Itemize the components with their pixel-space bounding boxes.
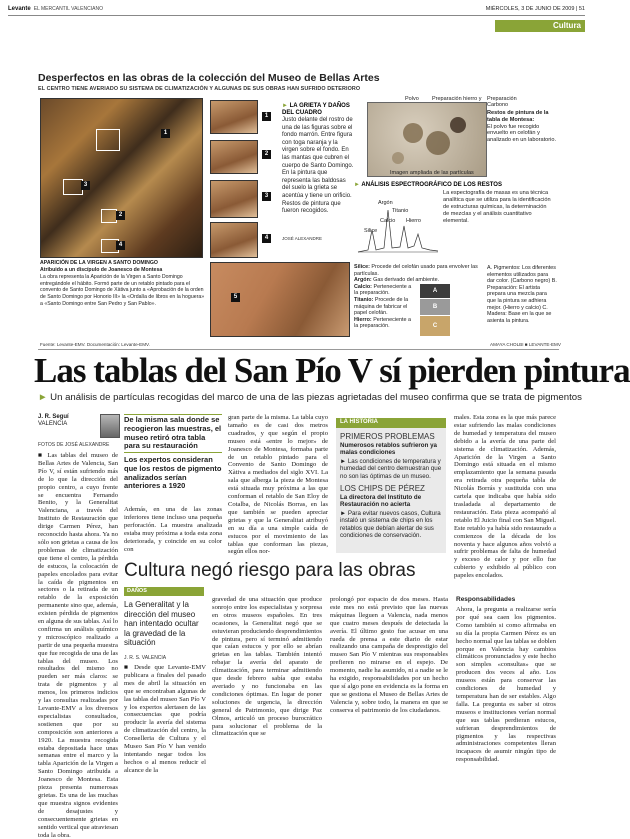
infographic-title: Desperfectos en las obras de la colección del Museo de Bellas Artes xyxy=(38,72,380,84)
secondary-headline: Cultura negó riesgo para las obras xyxy=(124,560,416,581)
spec-label-argon: Argón xyxy=(378,200,393,206)
painting-image xyxy=(40,98,203,258)
sidebar-text-1: ► Las condiciones de temperatura y humedad del centro demuestran que no son las óptimas de un museo. xyxy=(340,458,442,480)
element-name: Silice: xyxy=(354,264,370,270)
byline xyxy=(38,414,69,428)
element-desc: Perteneciente a la preparación. xyxy=(354,316,411,330)
hand-image xyxy=(210,262,350,337)
element-name: Hierro: xyxy=(354,316,372,323)
element-desc: Gas derivado del ambiente. xyxy=(373,277,440,284)
pigments-legend: A. Pigmentos: Los diferentes elementos utilizados para dar color. (Carbono negro) B. Preparación: El artista prepara una mezcla para que la pintura se adhiera mejor. (Hierro y calcio) C. Madera: Base en la que se asienta la pintura. xyxy=(487,265,557,324)
restos-text: El polvo fue recogido envuelto en celofán y analizado en un laboratorio. xyxy=(487,123,557,144)
infographic-subtitle: EL CENTRO TIENE AVERIADO SU SISTEMA DE CLIMATIZACIÓN Y ALGUNAS DE SUS OBRAS HAN SUFRIDO DETERIORO xyxy=(38,86,361,92)
secondary-byline: J. R. S. VALENCIA xyxy=(124,655,167,661)
particles-image xyxy=(367,102,487,177)
element-item xyxy=(354,317,416,330)
caption-title: APARICIÓN DE LA VIRGEN A SANTO DOMINGO xyxy=(40,260,158,266)
sidebar-heading-1: PRIMEROS PROBLEMAS xyxy=(340,432,435,441)
responsabilidades-heading: Responsabilidades xyxy=(456,596,516,603)
marker-4: 4 xyxy=(262,234,271,243)
restos-note xyxy=(487,110,557,144)
grieta-text: Justo delante del rostro de una de las figuras sobre el fondo marrón. Entre figura con toga naranja y la virgen sobre el fondo. En las mantas que cubren el cuerpo de Santo Domingo. En la pintura que representa las baldosas del suelo la grieta se acentúa y tiene un orificio. Restos de pintura que fueron recogidos. xyxy=(282,117,354,215)
label-polvo: Polvo xyxy=(405,96,419,102)
spec-label-titanio: Titanio xyxy=(392,208,409,214)
marker-4: 4 xyxy=(116,241,125,250)
marker-2: 2 xyxy=(116,211,125,220)
label-preparacion-carbono: Preparación Carbono xyxy=(487,96,517,108)
arrow-icon: ► xyxy=(282,103,288,109)
layer-a: A xyxy=(420,284,450,298)
element-desc: Procede del celofán usado para envolver las partículas. xyxy=(354,264,478,277)
article-column-3: gran parte de la misma. La tabla cuyo tamaño es de casi dos metros cuadrados, y que según el propio museo está «entre lo mejor» de Joanesco de Montesa, formaba parte de un retablo pintado para el Convento de Santo Domingo de Xàtiva a mediados del siglo XVI. La sala que alberga la pieza de Montesa está situada muy próxima a las que conforman el retablo de San Eloy de Cotalba, de Nicolás Borras, en las que también se pueden apreciar grietas y que la Generalitat atribuyó en su día a una simple caída de estucos por el movimiento de las tablas que conforman las piezas, según ellos nor- xyxy=(228,414,328,556)
secondary-column-4: Ahora, la pregunta a realizarse sería por qué sea caen los pigmentos. Como también si como afirmaba en su día la propia Carmen Pérez es un hecho normal que las tablas se doblen porque en Valencia hay cambios climáticos pronunciados y este hecho son simples «consultas» que se producen dos veces al año. Los museos están para conservar las condiciones de humedad y temperatura han de ser estables. Algo falla. La pregunta es saber si otros museos e instituciones verían normal que sus tablas perdieran estucos, sufrieran desprendimientos de pigmentos y las respectivas administraciones competentes lleran incapaces de asumir ningún tipo de responsabilidad. xyxy=(456,606,556,764)
layer-c: C xyxy=(420,316,450,336)
marker-1: 1 xyxy=(161,129,170,138)
detail-image-3 xyxy=(210,180,258,218)
sidebar-tag: LA HISTORIA xyxy=(336,418,446,428)
article-column-5: males. Esta zona es la que más parece estar sufriendo las malas condiciones de humedad y temperatura del museo debido a la avería de una parte del sistema de climatización. Además, Aparición de la Virgen a Santo Domingo está situada en el mismo emplazamiento que la semana pasada era retirada otra pequeña tabla de Nicolás Borrás y sustituida con una cartela que indicaba que había sido trasladada al departamento de restauración. Esta pieza acompañó al retablo El Juicio final con San Miguel. Este retablo ya había sido restaurado a comienzos de la década de los noventa y hace algunos años volvió a sufrir problemas de falta de humedad y exceso de calor y por ello fue cubierto y exhibido al público con papeles encolados. xyxy=(454,414,556,580)
arrow-icon: ► xyxy=(38,392,48,403)
marker-3: 3 xyxy=(81,181,90,190)
element-item xyxy=(354,277,487,284)
element-name: Titanio: xyxy=(354,296,374,303)
analisis-heading-text: ANÁLISIS ESPECTROGRÁFICO DE LOS RESTOS xyxy=(361,182,502,188)
sidebar-heading-2: LOS CHIPS DE PÉREZ xyxy=(340,484,425,493)
element-item xyxy=(354,284,416,297)
restos-title: Restos de pintura de la tabla de Montesa: xyxy=(487,110,549,123)
element-item xyxy=(354,264,487,277)
analisis-heading xyxy=(354,182,502,188)
page-date: MIÉRCOLES, 3 DE JUNIO DE 2009 | 51 xyxy=(485,6,585,12)
element-item xyxy=(354,297,416,317)
layers-diagram xyxy=(420,284,450,339)
grieta-heading xyxy=(282,103,350,117)
dek-text: Un análisis de partículas recogidas del marco de una de las piezas agrietadas del museo confirma que se trata de pigmentos xyxy=(50,392,582,403)
brand-name: Levante xyxy=(8,6,31,12)
element-name: Argón: xyxy=(354,277,372,284)
sidebar-subheading-1: Numerosos retablos sufrieron ya malas condiciones xyxy=(340,442,437,457)
highlight-box xyxy=(96,129,120,151)
grieta-heading-line2: DEL CUADRO xyxy=(282,110,322,116)
label-preparacion-hierro: Preparación hierro y xyxy=(432,96,482,102)
spec-label-hierro: Hierro xyxy=(406,218,421,224)
divider xyxy=(124,452,222,453)
article-column-1: ■ Las tablas del museo de Bellas Artes de Valencia, San Pío V, sí están sufriendo más de lo que la dirección del propio centro, a cuyo frente se encuentra Fernando Benito, y la Generalitat Valenciana, a través del Instituto de Restauración que dirige Carmen Pérez, han reconocido hasta ahora. Ya no sólo son grietas a causa de los problemas de climatización que tiene el centro, la pérdida de estucos, la colocación de papeles encolados para evitar la caída de pigmentos en sectores o la retirada de un retablo de la exposición permanente sino que, además, existen pérdida de pigmentos en alguna de sus tablas. Así lo confirma un análisis químico y microscópico realizado a partir de una pequeña muestra que fue recogida de una de las tablas del museo. Los resultados del mismo no pueden ser más claros: se trata de pigmentos y al menos, los primeros indicios y las consultas realizadas por Levante-EMV a los diversos especialistas consultados, sostienen que por su composición son anteriores a 1920. La muestra recogida estaba depositada hace unas semanas entre el marco y la tabla Aparición de la Virgen a Santo Domingo atribuida a Joanesco de Montesa. Esta pieza presenta numerosas grietas. Es una de las muchas que muestra signos evidentes de desajustes y consecuentemente grietas en sentido vertical que atraviesan toda la obra. xyxy=(38,452,119,839)
newspaper-brand xyxy=(8,6,103,12)
page-header xyxy=(8,4,585,16)
marker-3: 3 xyxy=(262,192,271,201)
author-photo xyxy=(100,414,120,438)
grieta-heading-line1: LA GRIETA Y DAÑOS xyxy=(289,103,350,109)
arrow-icon: ► xyxy=(354,182,360,188)
caption-attribution: Atribuido a un discípulo de Joanesco de Montesa xyxy=(40,267,163,273)
brand-subtitle: EL MERCANTIL VALENCIANO xyxy=(33,6,103,12)
marker-2: 2 xyxy=(262,150,271,159)
highlight-box xyxy=(63,179,83,195)
graphic-author: AMAYA CHOLBI ■ LEVANTE-EMV xyxy=(490,342,561,347)
element-desc: Perteneciente a la preparación. xyxy=(354,283,412,297)
layer-b: B xyxy=(420,299,450,315)
section-tag: Cultura xyxy=(495,20,585,32)
secondary-column-3: prolongó por espacio de dos meses. Hasta este mes no está previsto que las nuevas máquinas lleguen a Valencia, nada menos que cuatro meses después de detectada la avería. El último gesto fue acusar en una rueda de prensa a este diario de estar realizando una campaña de desprestigio del museo San Pío V mientras sus responsables prefieren no mirarse en el espejo. De momento, nadie ha asumido, ni a nadie se le ha exigido, responsabilidades por un hecho que sí algo pone en evidencia es la forma en que se gestiona el Museo de Bellas Artes de Valencia y, sobre todo, la manera en que se conserva el patrimonio de los ciudadanos. xyxy=(330,596,448,714)
element-name: Calcio: xyxy=(354,283,372,290)
element-desc: Procede de la máquina de fabricar el papel celofán. xyxy=(354,296,409,317)
pull-quote-1: De la misma sala donde se recogieron las muestras, el museo retiró otra tabla para su restauración xyxy=(124,415,222,451)
marker-5: 5 xyxy=(231,293,240,302)
byline-name: J. R. Seguí xyxy=(38,414,69,420)
photos-credit: FOTOS DE JOSÉ ALEXANDRE xyxy=(38,442,110,448)
spectrum-chart xyxy=(354,190,442,260)
detail-image-1 xyxy=(210,100,258,134)
particles-drawing xyxy=(368,103,488,178)
sidebar-text-2: ► Para evitar nuevos casos, Cultura instaló un sistema de chips en los retablos que debían alertar de sus condiciones de conservación. xyxy=(340,510,441,540)
secondary-column-1: ■ Desde que Levante-EMV publicara a finales del pasado mes de abril la situación en que se encontraban algunas de las tablas del museo San Pío V y los expertos alertasen de las consecuencias que podría producir la avería del sistema de climatización del centro, la Conselleria de Cultura y el Museo San Pío V han venido intentando negar todos los hechos o al menos reducir el alcance de la xyxy=(124,664,206,774)
main-headline: Las tablas del San Pío V sí pierden pintura xyxy=(34,351,630,390)
marker-1: 1 xyxy=(262,112,271,121)
photo-credit: JOSÉ ALEXANDRE xyxy=(282,236,323,241)
byline-place: VALENCIA xyxy=(38,421,68,427)
pull-quote-2: Los expertos consideran que los restos de pigmento analizados serían anteriores a 1920 xyxy=(124,455,222,491)
label-ampliada: Imagen ampliada de las partículas xyxy=(390,170,474,176)
espectro-text: La espectografía de masas es una técnica analítica que se utiliza para la identificación de estructuras químicas, la determinación de mezclas y el análisis cuantitativo elemental. xyxy=(443,190,551,224)
divider xyxy=(38,349,559,350)
danos-summary: La Generalitat y la dirección del museo han intentado ocultar la gravedad de la situación xyxy=(124,600,199,647)
source-credit: Fuente: Levante-EMV. Documentación: Levante-EMV. xyxy=(40,342,150,347)
highlight-box xyxy=(101,209,117,223)
detail-image-2 xyxy=(210,140,258,174)
caption-text: La obra representa la Aparición de la Virgen a Santo Domingo entregándole el hábito. Formó parte de un retablo pintado para el convento de Santo Domingo de Xàtiva junto a «Aprobación de la orden de Santo Domingo por Honorio III» la «Ordalía de libros en la hoguera» a «Santo Domingo entre San Pedro y San Pablo». xyxy=(40,273,205,307)
sidebar-subheading-2: La directora del Instituto de Restauración no acierta xyxy=(340,494,422,509)
secondary-column-2: gravedad de una situación que produce sonrojo entre los especialistas y sorpresa en otros museos españoles. En tres ocasiones, la Generalitat negó que se estuvieran produciendo desprendimientos de pintura, pero sí terminó admitiendo que caían estucos y por ello se abrían grietas en las tablas. También intentó rebajar la avería del aparato de climatización, para terminar admitiendo que desde febrero sabía que estaba averiado y no funcionaba en las condiciones óptimas. En lugar de poner soluciones de urgencia, la dirección general de Patrimonio, que dirige Paz Olmos, articuló un proceso burocrático para solucionar el problema de la climatización que se xyxy=(212,596,322,738)
caption-body xyxy=(40,267,208,308)
detail-image-4 xyxy=(210,222,258,258)
danos-tag: DAÑOS xyxy=(124,587,204,596)
spec-label-silice: Silice xyxy=(364,228,378,234)
spec-label-calcio: Calcio xyxy=(380,218,396,224)
article-column-2: Además, en una de las zonas inferiores tiene incluso una pequeña perforación. La muestra analizada estaba muy próxima a toda esta zona deteriorada, y coincide en su color con xyxy=(124,506,222,553)
dek xyxy=(38,392,582,403)
